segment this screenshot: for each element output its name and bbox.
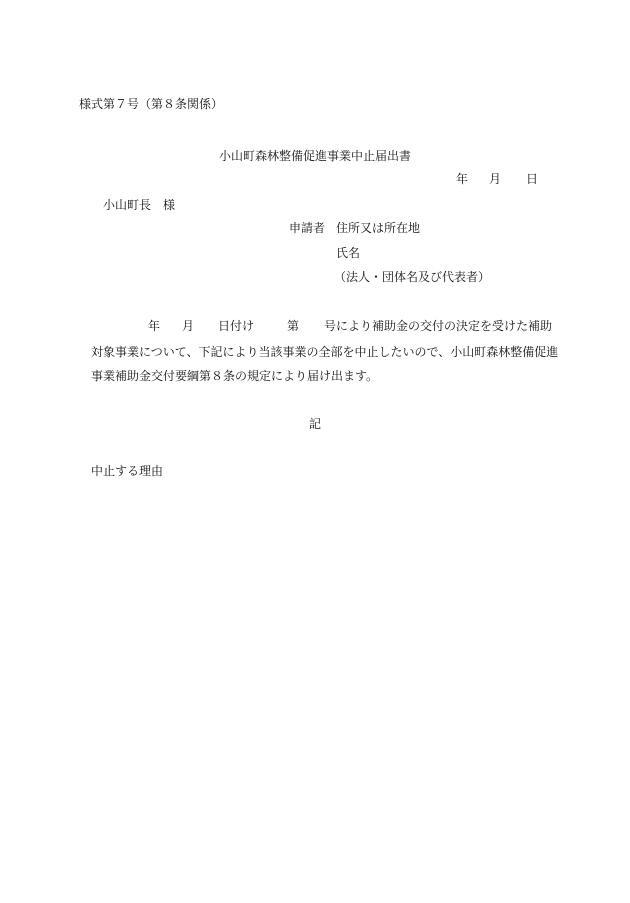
form-number: 様式第７号（第８条関係） (79, 97, 224, 111)
body-line-1: 号により補助金の交付の決定を受けた補助 (324, 319, 553, 333)
address-label: 住所又は所在地 (336, 221, 421, 235)
name-label: 氏名 (336, 246, 361, 260)
applicant-label: 申請者 (289, 221, 326, 235)
reference-year-label: 年 (148, 319, 161, 333)
record-mark: 記 (308, 417, 321, 431)
reference-month-label: 月 (182, 319, 195, 333)
cancellation-reason-label: 中止する理由 (91, 464, 164, 478)
date-day-label: 日 (526, 172, 539, 186)
body-line-3: 事業補助金交付要綱第８条の規定により届け出ます。 (91, 369, 379, 383)
date-year-label: 年 (456, 172, 469, 186)
addressee: 小山町長 様 (103, 198, 176, 212)
document-title: 小山町森林整備促進事業中止届出書 (218, 149, 411, 163)
body-line-2: 対象事業について、下記により当該事業の全部を中止したいので、小山町森林整備促進 (91, 345, 559, 359)
date-month-label: 月 (489, 172, 502, 186)
reference-number-prefix: 第 (287, 319, 300, 333)
reference-dated-label: 日付け (218, 319, 255, 333)
corporation-note: （法人・団体名及び代表者） (334, 270, 491, 284)
